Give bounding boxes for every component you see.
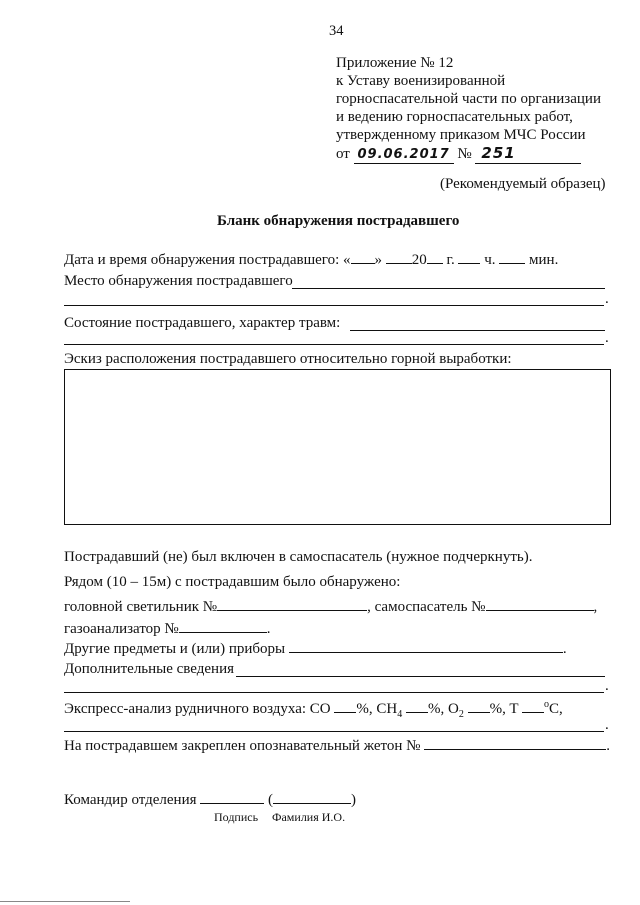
additional-line	[236, 676, 605, 677]
signature-blank	[200, 802, 264, 804]
token-row: На пострадавшем закреплен опознавательный жетон № .	[64, 738, 610, 754]
month-blank	[386, 262, 412, 264]
condition-line	[350, 330, 605, 331]
appendix-line: Приложение № 12	[336, 55, 454, 71]
lamp-blank	[217, 609, 367, 611]
commander-row: Командир отделения ( )	[64, 792, 357, 808]
other-blank	[289, 651, 563, 653]
year-suffix: г.	[446, 252, 455, 268]
degree-sign: o	[543, 699, 549, 710]
condition-line-2	[64, 344, 604, 345]
recommended-sample: (Рекомендуемый образец)	[440, 176, 606, 192]
appendix-line: утвержденному приказом МЧС России	[336, 127, 586, 143]
lamp-row: головной светильник № , самоспасатель № ,	[64, 599, 598, 615]
t-label: T	[509, 701, 519, 717]
day-blank	[351, 262, 375, 264]
appendix-line: к Уставу военизированной	[336, 73, 506, 89]
token-blank	[424, 748, 606, 750]
percent: %,	[489, 701, 506, 717]
quote-close: »	[374, 252, 382, 268]
period: .	[605, 717, 609, 733]
minute-blank	[499, 262, 525, 264]
order-date-line	[336, 144, 581, 164]
gas-label: газоанализатор №	[64, 621, 179, 637]
nearby-label: Рядом (10 – 15м) с пострадавшим было обнаружено:	[64, 574, 401, 590]
condition-label: Состояние пострадавшего, характер травм:	[64, 315, 341, 331]
token-label: На пострадавшем закреплен опознавательный жетон №	[64, 738, 421, 754]
appendix-line: горноспасательной части по организации	[336, 91, 601, 107]
sign-caption: Подпись	[214, 810, 259, 824]
lamp-label: головной светильник №	[64, 599, 218, 615]
o2-subscript: 2	[458, 709, 464, 720]
express-line-2	[64, 731, 604, 732]
other-row: Другие предметы и (или) приборы .	[64, 641, 567, 657]
datetime-label: Дата и время обнаружения пострадавшего: «	[64, 252, 351, 268]
gas-blank	[179, 631, 267, 633]
selfrescuer-blank	[486, 609, 594, 611]
order-date-handwritten: 09.06.2017	[357, 147, 450, 162]
hour-blank	[458, 262, 480, 264]
o2-label: O	[447, 701, 459, 717]
datetime-row	[64, 252, 558, 269]
rescuer-label: Пострадавший (не) был включен в самоспасатель (нужное подчеркнуть).	[64, 549, 533, 565]
o2-blank	[468, 711, 490, 713]
order-number-handwritten: 251	[481, 144, 516, 162]
period: .	[605, 678, 609, 694]
sketch-label: Эскиз расположения пострадавшего относительно горной выработки:	[64, 351, 512, 367]
gas-row: газоанализатор № .	[64, 621, 271, 637]
express-label: Экспресс-анализ рудничного воздуха: CO	[64, 701, 331, 717]
number-label: №	[457, 146, 472, 162]
selfrescuer-label: , самоспасатель №	[367, 599, 486, 615]
place-line	[292, 288, 605, 289]
celsius: C,	[548, 701, 563, 717]
year-blank	[427, 262, 443, 264]
name-caption: Фамилия И.О.	[272, 810, 346, 824]
place-label: Место обнаружения пострадавшего	[64, 273, 293, 289]
order-number-field	[475, 144, 581, 164]
from-label: от	[336, 146, 350, 162]
t-blank	[522, 711, 544, 713]
express-row	[64, 699, 563, 720]
percent: %,	[356, 701, 373, 717]
sketch-box[interactable]	[64, 369, 611, 525]
co-blank	[334, 711, 356, 713]
period: .	[605, 291, 609, 307]
period: .	[605, 330, 609, 346]
additional-label: Дополнительные сведения	[64, 661, 235, 677]
scan-edge	[0, 901, 130, 902]
minute-label: мин.	[529, 252, 559, 268]
page-number: 34	[329, 23, 344, 39]
other-label: Другие предметы и (или) приборы	[64, 641, 286, 657]
order-date-field	[354, 146, 454, 164]
percent: %,	[427, 701, 445, 717]
ch4-subscript: 4	[397, 709, 403, 720]
form-title: Бланк обнаружения пострадавшего	[217, 213, 460, 229]
ch4-blank	[406, 711, 428, 713]
year-prefix: 20	[411, 252, 427, 268]
hour-label: ч.	[484, 252, 496, 268]
ch4-label: CH	[376, 701, 398, 717]
commander-label: Командир отделения	[64, 792, 197, 808]
additional-line-2	[64, 692, 604, 693]
place-line-2	[64, 305, 604, 306]
name-blank	[273, 802, 351, 804]
appendix-line: и ведению горноспасательных работ,	[336, 109, 573, 125]
